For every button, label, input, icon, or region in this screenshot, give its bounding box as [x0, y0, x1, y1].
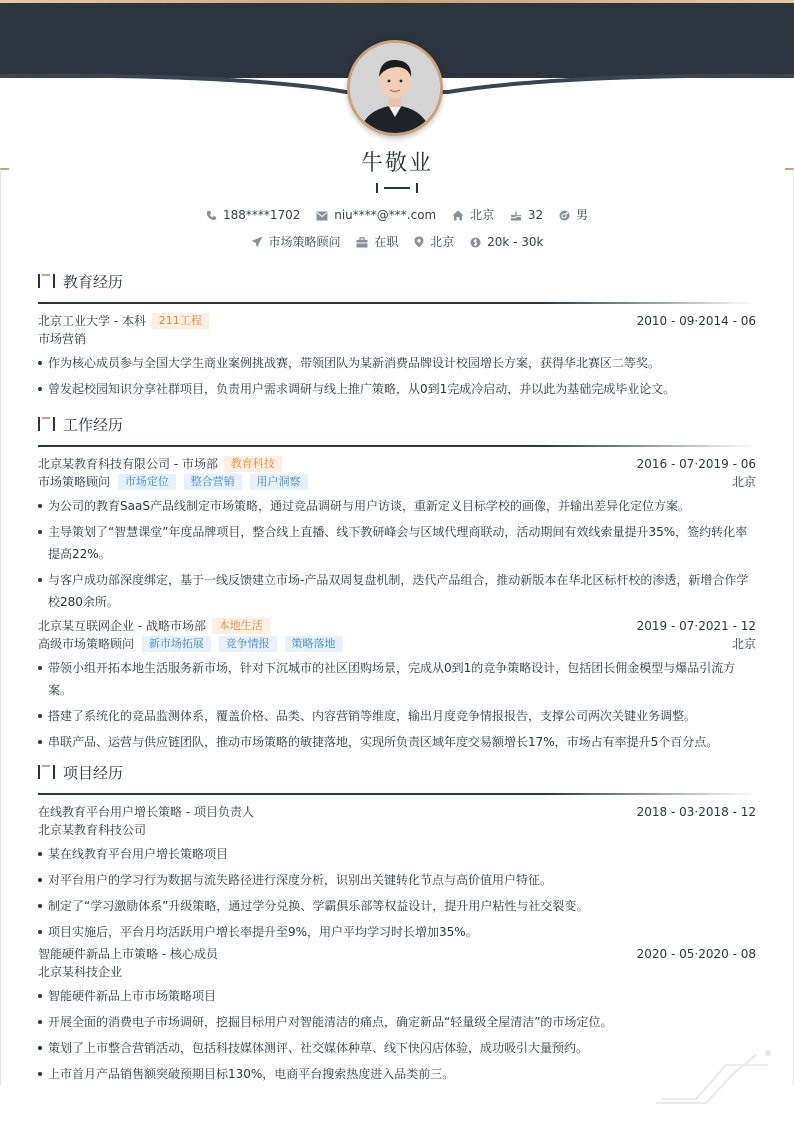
avatar [347, 40, 443, 136]
role-row [38, 473, 756, 491]
contact-info-row [0, 206, 794, 223]
entry-period: 2020 - 05·2020 - 08 [636, 947, 756, 961]
skill-tag: 新市场拓展 [142, 636, 211, 652]
project-entry [38, 803, 756, 943]
city-text: 北京 [430, 235, 455, 249]
entry-header [38, 455, 756, 473]
entry-header [38, 617, 756, 635]
company-name: 北京某教育科技有限公司 - 市场部 [38, 457, 218, 471]
salary-text: 20k - 30k [487, 234, 544, 249]
project-name: 智能硬件新品上市策略 - 核心成员 [38, 947, 218, 961]
page-border-left [0, 168, 9, 1085]
section-title: 工作经历 [63, 416, 124, 434]
gender-text: 男 [576, 208, 589, 222]
section-header [38, 272, 756, 296]
name-divider-ornament [376, 182, 418, 194]
role-name: 市场策略顾问 [38, 475, 111, 489]
bullet-item: 项目实施后，平台月均活跃用户增长率提升至9%，用户平均学习时长增加35%。 [38, 921, 756, 943]
work-city: 北京 [731, 637, 756, 651]
entry-header [38, 945, 756, 963]
city-info [414, 233, 454, 250]
section-title: 项目经历 [63, 764, 124, 782]
bullet-item: 上市首月产品销售额突破预期目标130%，电商平台搜索热度进入品类前三。 [38, 1063, 756, 1085]
school-tag: 211工程 [152, 313, 209, 329]
entry-bullets [38, 843, 756, 943]
work-section [38, 415, 756, 753]
major-name: 市场营销 [38, 332, 87, 346]
cake-icon [510, 210, 522, 221]
skill-tag: 用户洞察 [250, 474, 308, 490]
bullet-item: 对平台用户的学习行为数据与流失路径进行深度分析，识别出关键转化节点与高价值用户特征。 [38, 869, 756, 891]
pin-icon [414, 236, 424, 248]
major-row [38, 330, 756, 348]
company-name: 北京某互联网企业 - 战略市场部 [38, 619, 206, 633]
bullet-item: 某在线教育平台用户增长策略项目 [38, 843, 756, 865]
money-icon [470, 237, 481, 248]
age-text: 32 [527, 207, 544, 222]
entry-bullets [38, 985, 756, 1085]
corner-line-ornament [656, 1045, 776, 1105]
avatar-photo [350, 43, 440, 133]
position-info [251, 233, 341, 250]
email-text: niu****@***.com [334, 207, 437, 222]
bullet-item: 带领小组开拓本地生活服务新市场，针对下沉城市的社区团购场景，完成从0到1的竞争策略设计，包括团长佣金模型与爆品引流方案。 [38, 657, 756, 701]
section-divider [38, 793, 756, 795]
bullet-item: 智能硬件新品上市市场策略项目 [38, 985, 756, 1007]
project-entry [38, 945, 756, 1085]
gender-info [559, 206, 588, 223]
section-divider [38, 445, 756, 447]
bullet-item: 为公司的教育SaaS产品线制定市场策略，通过竞品调研与用户访谈，重新定义目标学校的画像，并输出差异化定位方案。 [38, 495, 756, 517]
entry-bullets [38, 657, 756, 753]
email-info [316, 208, 436, 222]
gender-icon [559, 210, 570, 221]
bullet-item: 开展全面的消费电子市场调研，挖掘目标用户对智能清洁的痛点，确定新品“轻量级全屋清洁”的市场定位。 [38, 1011, 756, 1033]
position-text: 市场策略顾问 [268, 235, 341, 249]
skill-tag: 策略落地 [285, 636, 343, 652]
salary-info [470, 235, 543, 249]
role-name: 高级市场策略顾问 [38, 637, 135, 651]
bullet-item: 策划了上市整合营销活动，包括科技媒体测评、社交媒体种草、线下快闪店体验，成功吸引大量预约。 [38, 1037, 756, 1059]
phone-info [206, 208, 300, 222]
section-header [38, 763, 756, 787]
skill-tag: 市场定位 [118, 474, 176, 490]
role-row [38, 635, 756, 653]
entry-bullets [38, 352, 756, 400]
industry-tag: 本地生活 [212, 618, 270, 634]
bullet-item: 曾发起校园知识分享社群项目，负责用户需求调研与线上推广策略，从0到1完成冷启动，并以此为基础完成毕业论文。 [38, 378, 756, 400]
skill-tag: 整合营销 [184, 474, 242, 490]
status-info [356, 233, 398, 250]
page-border-right [785, 168, 794, 1085]
skill-tag: 竞争情报 [219, 636, 277, 652]
industry-tag: 教育科技 [224, 456, 282, 472]
age-info [510, 208, 543, 222]
work-city: 北京 [731, 475, 756, 489]
section-title-ornament [38, 417, 56, 431]
entry-header [38, 312, 756, 330]
education-section [38, 272, 756, 400]
project-org: 北京某教育科技公司 [38, 823, 147, 837]
entry-period: 2016 - 07·2019 - 06 [636, 457, 756, 471]
entry-period: 2010 - 09·2014 - 06 [636, 314, 756, 328]
bullet-item: 制定了“学习激励体系”升级策略，通过学分兑换、学霸俱乐部等权益设计，提升用户粘性与社交裂变。 [38, 895, 756, 917]
candidate-name: 牛敬业 [360, 151, 433, 176]
send-icon [251, 236, 263, 248]
mail-icon [316, 211, 328, 221]
phone-icon [206, 210, 217, 221]
school-name: 北京工业大学 - 本科 [38, 314, 146, 328]
bullet-item: 与客户成功部深度绑定，基于一线反馈建立市场-产品双周复盘机制，迭代产品组合，推动新版本在华北区标杆校的渗透，新增合作学校280余所。 [38, 569, 756, 613]
entry-bullets [38, 495, 756, 613]
section-title-ornament [38, 765, 56, 779]
bullet-item: 搭建了系统化的竞品监测体系，覆盖价格、品类、内容营销等维度，输出月度竞争情报报告，支撑公司两次关键业务调整。 [38, 705, 756, 727]
home-icon [452, 210, 464, 221]
bullet-item: 作为核心成员参与全国大学生商业案例挑战赛，带领团队为某新消费品牌设计校园增长方案，获得华北赛区二等奖。 [38, 352, 756, 374]
bullet-item: 主导策划了“智慧课堂”年度品牌项目，整合线上直播、线下教研峰会与区域代理商联动，活动期间有效线索量提升35%，签约转化率提高22%。 [38, 521, 756, 565]
section-title-ornament [38, 274, 56, 288]
projects-section [38, 763, 756, 1085]
location-info [452, 206, 494, 223]
section-title: 教育经历 [63, 273, 124, 291]
work-entry [38, 617, 756, 753]
bullet-item: 串联产品、运营与供应链团队，推动市场策略的敏捷落地，实现所负责区域年度交易额增长17%，市场占有率提升5个百分点。 [38, 731, 756, 753]
project-name: 在线教育平台用户增长策略 - 项目负责人 [38, 805, 254, 819]
org-row [38, 963, 756, 981]
status-text: 在职 [374, 235, 399, 249]
work-entry [38, 455, 756, 613]
section-header [38, 415, 756, 439]
section-divider [38, 302, 756, 304]
location-text: 北京 [470, 208, 495, 222]
project-org: 北京某科技企业 [38, 965, 123, 979]
briefcase-icon [356, 237, 368, 248]
entry-header [38, 803, 756, 821]
job-intention-row [0, 233, 794, 250]
phone-text: 188****1702 [222, 207, 301, 222]
org-row [38, 821, 756, 839]
education-entry [38, 312, 756, 400]
entry-period: 2019 - 07·2021 - 12 [636, 619, 756, 633]
entry-period: 2018 - 03·2018 - 12 [636, 805, 756, 819]
